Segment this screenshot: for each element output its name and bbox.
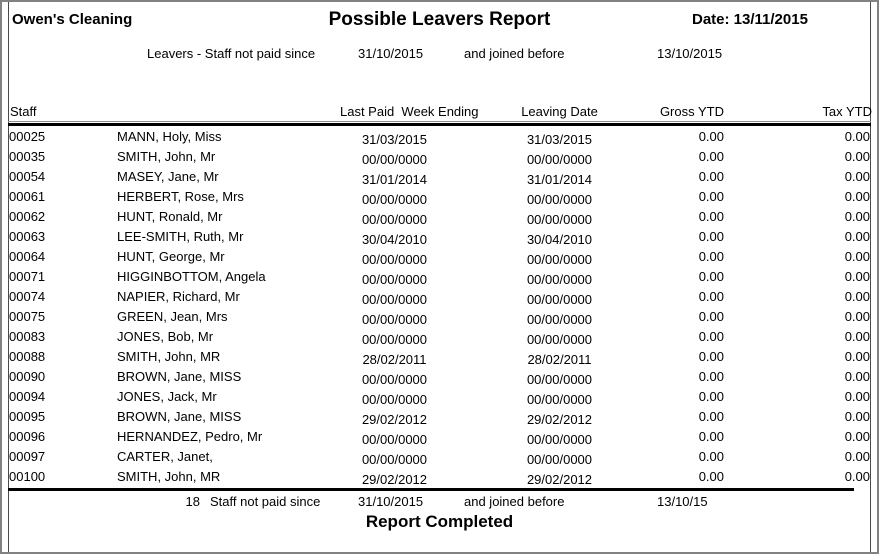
- staff-name: LEE-SMITH, Ruth, Mr: [117, 229, 244, 244]
- gross-ytd-value: 0.00: [698, 129, 724, 144]
- criteria-label: Leavers - Staff not paid since: [147, 46, 316, 61]
- staff-name: HUNT, Ronald, Mr: [117, 209, 223, 224]
- tax-ytd-value: 0.00: [844, 149, 870, 164]
- leaving-date: 31/01/2014: [526, 172, 593, 187]
- table-row: [9, 287, 870, 307]
- tax-ytd-value: 0.00: [844, 429, 870, 444]
- last-paid-date: 00/00/0000: [361, 192, 428, 207]
- last-paid-date: 00/00/0000: [361, 452, 428, 467]
- last-paid-date: 00/00/0000: [361, 332, 428, 347]
- tax-ytd-value: 0.00: [844, 189, 870, 204]
- leaving-date: 00/00/0000: [526, 392, 593, 407]
- last-paid-date: 00/00/0000: [361, 432, 428, 447]
- column-header-staff: Staff: [10, 104, 37, 119]
- staff-table: [9, 127, 870, 487]
- tax-ytd-value: 0.00: [844, 229, 870, 244]
- staff-name: HERBERT, Rose, Mrs: [117, 189, 244, 204]
- column-header-gross-ytd: Gross YTD: [659, 104, 724, 119]
- staff-name: SMITH, John, MR: [117, 469, 221, 484]
- gross-ytd-value: 0.00: [698, 289, 724, 304]
- report-completed-text: Report Completed: [365, 512, 514, 531]
- table-bottom-rule: [8, 488, 854, 491]
- last-paid-date: 28/02/2011: [362, 352, 427, 367]
- leaving-date: 31/03/2015: [526, 132, 593, 147]
- staff-name: BROWN, Jane, MISS: [117, 409, 242, 424]
- gross-ytd-value: 0.00: [698, 229, 724, 244]
- criteria-joined-label: and joined before: [464, 46, 565, 61]
- gross-ytd-value: 0.00: [698, 269, 724, 284]
- tax-ytd-value: 0.00: [844, 129, 870, 144]
- leaving-date: 30/04/2010: [526, 232, 593, 247]
- tax-ytd-value: 0.00: [844, 389, 870, 404]
- tax-ytd-value: 0.00: [844, 449, 870, 464]
- leaving-date: 29/02/2012: [526, 412, 593, 427]
- last-paid-date: 00/00/0000: [361, 152, 428, 167]
- staff-name: HIGGINBOTTOM, Angela: [117, 269, 266, 284]
- staff-name: MASEY, Jane, Mr: [117, 169, 219, 184]
- last-paid-date: 00/00/0000: [361, 212, 428, 227]
- column-header-leaving-date: Leaving Date: [521, 104, 598, 119]
- tax-ytd-value: 0.00: [844, 289, 870, 304]
- leaving-date: 00/00/0000: [526, 152, 593, 167]
- summary-before-date: 13/10/15: [657, 494, 708, 509]
- tax-ytd-value: 0.00: [844, 169, 870, 184]
- gross-ytd-value: 0.00: [698, 249, 724, 264]
- last-paid-date: 31/03/2015: [361, 132, 428, 147]
- table-row: [9, 447, 870, 467]
- staff-code: 00095: [9, 409, 46, 424]
- summary-label: Staff not paid since: [210, 494, 321, 509]
- table-row: [9, 367, 870, 387]
- staff-name: SMITH, John, Mr: [117, 149, 216, 164]
- table-row: [9, 467, 870, 487]
- leaving-date: 00/00/0000: [526, 272, 593, 287]
- page-right-rule: [870, 2, 871, 552]
- staff-code: 00054: [9, 169, 46, 184]
- tax-ytd-value: 0.00: [844, 349, 870, 364]
- tax-ytd-value: 0.00: [844, 469, 870, 484]
- leaving-date: 00/00/0000: [526, 212, 593, 227]
- summary-since-date: 31/10/2015: [358, 494, 424, 509]
- gross-ytd-value: 0.00: [698, 349, 724, 364]
- gross-ytd-value: 0.00: [698, 309, 724, 324]
- staff-name: JONES, Bob, Mr: [117, 329, 214, 344]
- tax-ytd-value: 0.00: [844, 409, 870, 424]
- last-paid-date: 00/00/0000: [361, 292, 428, 307]
- gross-ytd-value: 0.00: [698, 409, 724, 424]
- staff-name: JONES, Jack, Mr: [117, 389, 217, 404]
- table-row: [9, 347, 870, 367]
- table-row: [9, 407, 870, 427]
- table-row: [9, 387, 870, 407]
- staff-code: 00061: [9, 189, 46, 204]
- last-paid-date: 00/00/0000: [361, 252, 428, 267]
- staff-code: 00062: [9, 209, 46, 224]
- gross-ytd-value: 0.00: [698, 329, 724, 344]
- last-paid-date: 30/04/2010: [361, 232, 428, 247]
- staff-code: 00074: [9, 289, 46, 304]
- leaving-date: 00/00/0000: [526, 452, 593, 467]
- last-paid-date: 00/00/0000: [361, 372, 428, 387]
- table-top-rule: [8, 123, 871, 126]
- staff-code: 00088: [9, 349, 46, 364]
- gross-ytd-value: 0.00: [698, 389, 724, 404]
- leaving-date: 28/02/2011: [527, 352, 592, 367]
- table-row: [9, 167, 870, 187]
- gross-ytd-value: 0.00: [698, 209, 724, 224]
- gross-ytd-value: 0.00: [698, 429, 724, 444]
- tax-ytd-value: 0.00: [844, 329, 870, 344]
- last-paid-date: 00/00/0000: [361, 312, 428, 327]
- leaving-date: 00/00/0000: [526, 252, 593, 267]
- table-row: [9, 427, 870, 447]
- staff-name: HUNT, George, Mr: [117, 249, 225, 264]
- table-row: [9, 307, 870, 327]
- leaving-date: 00/00/0000: [526, 312, 593, 327]
- report-title: Possible Leavers Report: [328, 9, 551, 30]
- table-row: [9, 187, 870, 207]
- leaving-date: 00/00/0000: [526, 372, 593, 387]
- leaving-date: 00/00/0000: [526, 192, 593, 207]
- staff-name: NAPIER, Richard, Mr: [117, 289, 240, 304]
- staff-code: 00096: [9, 429, 46, 444]
- staff-code: 00064: [9, 249, 46, 264]
- company-name: Owen's Cleaning: [12, 11, 133, 28]
- staff-code: 00094: [9, 389, 46, 404]
- staff-name: CARTER, Janet,: [117, 449, 213, 464]
- leaving-date: 29/02/2012: [526, 472, 593, 487]
- staff-name: HERNANDEZ, Pedro, Mr: [117, 429, 263, 444]
- column-header-last-paid: Last Paid Week Ending: [340, 104, 479, 119]
- criteria-before-date: 13/10/2015: [657, 46, 723, 61]
- table-row: [9, 127, 870, 147]
- last-paid-date: 29/02/2012: [361, 412, 428, 427]
- table-row: [9, 327, 870, 347]
- staff-name: SMITH, John, MR: [117, 349, 221, 364]
- table-row: [9, 227, 870, 247]
- report-date: Date: 13/11/2015: [692, 11, 808, 28]
- staff-code: 00035: [9, 149, 46, 164]
- criteria-since-date: 31/10/2015: [358, 46, 424, 61]
- gross-ytd-value: 0.00: [698, 169, 724, 184]
- tax-ytd-value: 0.00: [844, 209, 870, 224]
- table-row: [9, 247, 870, 267]
- last-paid-date: 29/02/2012: [361, 472, 428, 487]
- table-row: [9, 207, 870, 227]
- tax-ytd-value: 0.00: [844, 309, 870, 324]
- table-row: [9, 147, 870, 167]
- tax-ytd-value: 0.00: [844, 269, 870, 284]
- tax-ytd-value: 0.00: [844, 249, 870, 264]
- gross-ytd-value: 0.00: [698, 449, 724, 464]
- leaving-date: 00/00/0000: [526, 332, 593, 347]
- staff-code: 00097: [9, 449, 46, 464]
- staff-code: 00100: [9, 469, 46, 484]
- last-paid-date: 00/00/0000: [361, 392, 428, 407]
- staff-code: 00083: [9, 329, 46, 344]
- staff-code: 00063: [9, 229, 46, 244]
- table-row: [9, 267, 870, 287]
- gross-ytd-value: 0.00: [698, 469, 724, 484]
- staff-code: 00075: [9, 309, 46, 324]
- gross-ytd-value: 0.00: [698, 149, 724, 164]
- summary-joined-label: and joined before: [464, 494, 565, 509]
- last-paid-date: 31/01/2014: [361, 172, 428, 187]
- leaving-date: 00/00/0000: [526, 292, 593, 307]
- staff-code: 00090: [9, 369, 46, 384]
- last-paid-date: 00/00/0000: [361, 272, 428, 287]
- leaving-date: 00/00/0000: [526, 432, 593, 447]
- header-underline: [8, 121, 871, 122]
- gross-ytd-value: 0.00: [698, 189, 724, 204]
- tax-ytd-value: 0.00: [844, 369, 870, 384]
- staff-code: 00025: [9, 129, 46, 144]
- staff-name: GREEN, Jean, Mrs: [117, 309, 228, 324]
- column-header-tax-ytd: Tax YTD: [822, 104, 872, 119]
- gross-ytd-value: 0.00: [698, 369, 724, 384]
- summary-count: 18: [185, 494, 200, 509]
- staff-name: BROWN, Jane, MISS: [117, 369, 242, 384]
- staff-name: MANN, Holy, Miss: [117, 129, 222, 144]
- staff-code: 00071: [9, 269, 46, 284]
